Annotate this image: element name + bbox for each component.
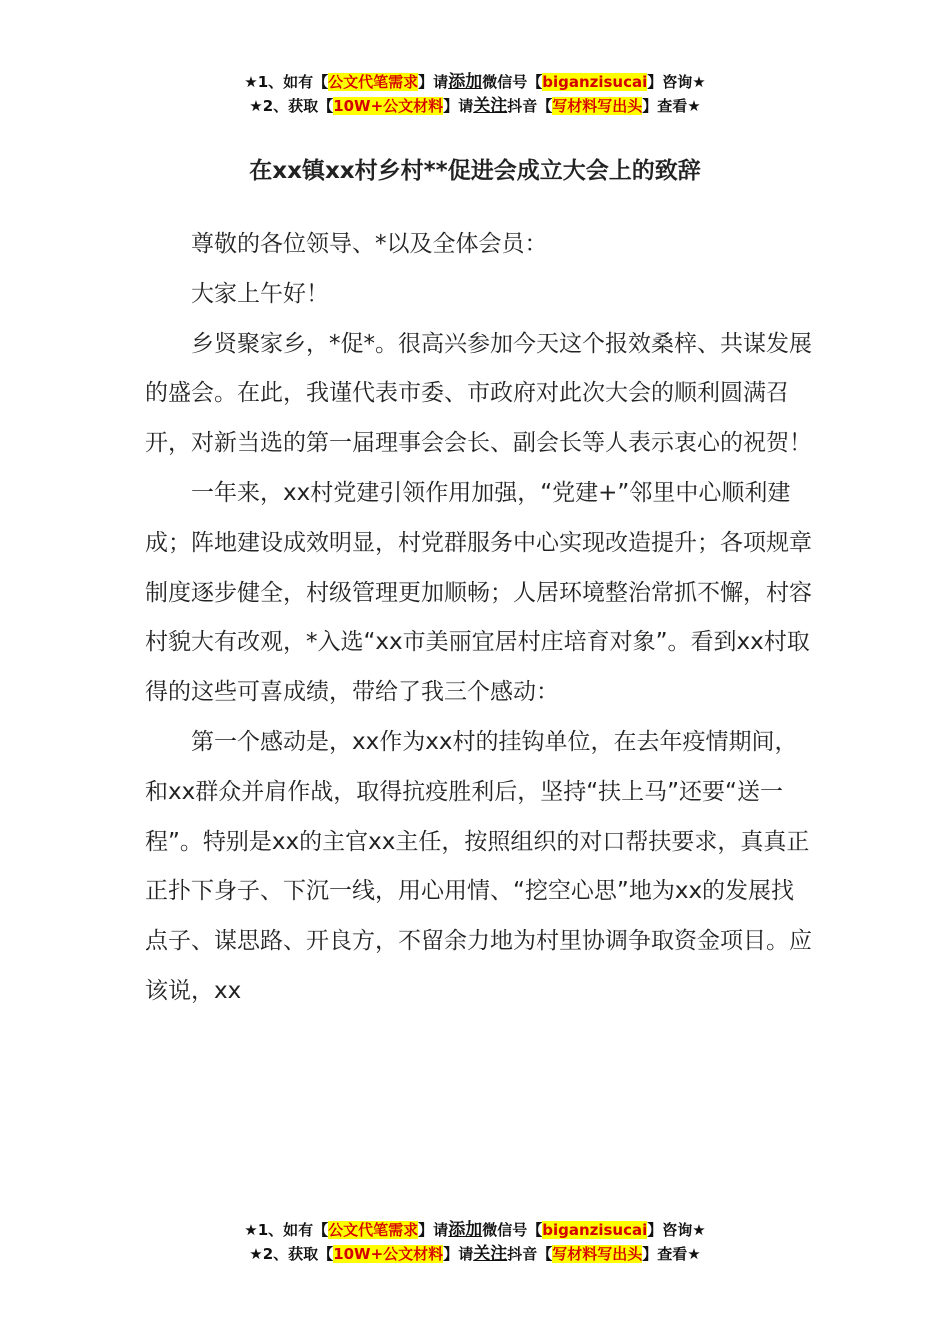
body-paragraph: 乡贤聚家乡，*促*。很高兴参加今天这个报效桑梓、共谋发展的盛会。在此，我谨代表市委、市政府对此次大会的顺利圆满召开，对新当选的第一届理事会会长、副会长等人表示衷心的祝贺！ (145, 330, 812, 457)
banner-highlight: biganzisucai (542, 73, 648, 91)
banner-highlight: biganzisucai (542, 1221, 648, 1239)
banner-text: 】请 (418, 1221, 449, 1239)
banner-text: 微信号【 (482, 73, 543, 91)
banner-text: ★1、如有【 (244, 73, 329, 91)
banner-line-1 (0, 70, 950, 94)
banner-emphasis: 关注 (473, 1244, 508, 1264)
banner-text: 】咨询★ (647, 1221, 706, 1239)
document-title: 在xx镇xx村乡村**促进会成立大会上的致辞 (249, 158, 701, 184)
banner-text: ★2、获取【 (249, 1245, 334, 1263)
banner-highlight: 10W+公文材料 (333, 97, 444, 115)
banner-highlight: 10W+公文材料 (333, 1245, 444, 1263)
banner-emphasis: 添加 (448, 72, 483, 92)
body-paragraph: 第一个感动是，xx作为xx村的挂钩单位，在去年疫情期间，和xx群众并肩作战，取得抗疫胜利后，坚持“扶上马”还要“送一程”。特别是xx的主官xx主任，按照组织的对口帮扶要求，真真正正扑下身子、下沉一线，用心用情、“挖空心思”地为xx的发展找点子、谋思路、开良方，不留余力地为村里协调争取资金项目。应该说，xx (145, 728, 812, 1004)
banner-text: 】查看★ (642, 97, 701, 115)
banner-text: 】请 (418, 73, 449, 91)
body-paragraph: 一年来，xx村党建引领作用加强，“党建+”邻里中心顺利建成；阵地建设成效明显，村党群服务中心实现改造提升；各项规章制度逐步健全，村级管理更加顺畅；人居环境整治常抓不懈，村容村貌大有改观，*入选“xx市美丽宜居村庄培育对象”。看到xx村取得的这些可喜成绩，带给了我三个感动： (145, 479, 812, 706)
banner-emphasis: 关注 (473, 96, 508, 116)
banner-text: 】咨询★ (647, 73, 706, 91)
header-banner (0, 70, 950, 118)
banner-highlight: 公文代笔需求 (328, 73, 419, 91)
banner-text: ★1、如有【 (244, 1221, 329, 1239)
banner-highlight: 写材料写出头 (552, 97, 643, 115)
footer-banner (0, 1218, 950, 1266)
document-body (145, 220, 815, 1017)
banner-text: 】请 (443, 1245, 474, 1263)
banner-text: 】请 (443, 97, 474, 115)
banner-line-2 (0, 94, 950, 118)
banner-text: 微信号【 (482, 1221, 543, 1239)
greeting: 大家上午好！ (191, 280, 329, 307)
banner-line-1 (0, 1218, 950, 1242)
banner-line-2 (0, 1242, 950, 1266)
banner-highlight: 公文代笔需求 (328, 1221, 419, 1239)
banner-highlight: 写材料写出头 (552, 1245, 643, 1263)
banner-text: ★2、获取【 (249, 97, 334, 115)
banner-text: 】查看★ (642, 1245, 701, 1263)
banner-text: 抖音【 (507, 97, 553, 115)
banner-emphasis: 添加 (448, 1220, 483, 1240)
banner-text: 抖音【 (507, 1245, 553, 1263)
salutation: 尊敬的各位领导、*以及全体会员： (191, 231, 548, 257)
